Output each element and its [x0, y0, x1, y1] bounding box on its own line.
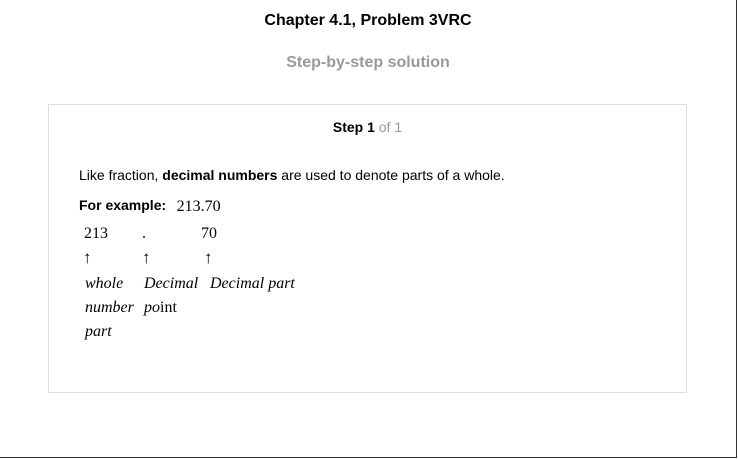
whole-label-line1: whole [85, 275, 124, 292]
solution-subtitle: Step-by-step solution [286, 54, 450, 71]
solution-step-card [48, 104, 687, 393]
step-label: Step 1 [332, 119, 375, 135]
whole-label-line3: part [85, 323, 112, 340]
chapter-title: Chapter 4.1, Problem 3VRC [264, 12, 472, 29]
point-label-po: po [144, 299, 160, 316]
whole-value: 213 [84, 225, 108, 242]
decimal-point-value: . [142, 225, 146, 242]
step-count: of 1 [378, 119, 403, 135]
decimal-value: 70 [201, 225, 217, 242]
point-label-line2 [144, 299, 177, 317]
definition-prefix: Like fraction, [79, 167, 163, 183]
definition-paragraph [79, 167, 505, 183]
point-label-line1: Decimal [144, 275, 199, 292]
up-arrow-icon: ↑ [142, 248, 151, 267]
example-label: For example: [79, 197, 167, 213]
whole-label-line2: number [85, 299, 134, 316]
step-header [49, 119, 686, 135]
decimal-part-label: Decimal part [210, 275, 295, 292]
up-arrow-icon: ↑ [204, 248, 213, 267]
example-row [79, 197, 221, 215]
example-value: 213.70 [176, 198, 221, 215]
up-arrow-icon: ↑ [83, 248, 92, 267]
definition-suffix: are used to denote parts of a whole. [277, 167, 505, 183]
point-label-int: int [160, 299, 177, 316]
definition-bold-term: decimal numbers [162, 167, 278, 183]
